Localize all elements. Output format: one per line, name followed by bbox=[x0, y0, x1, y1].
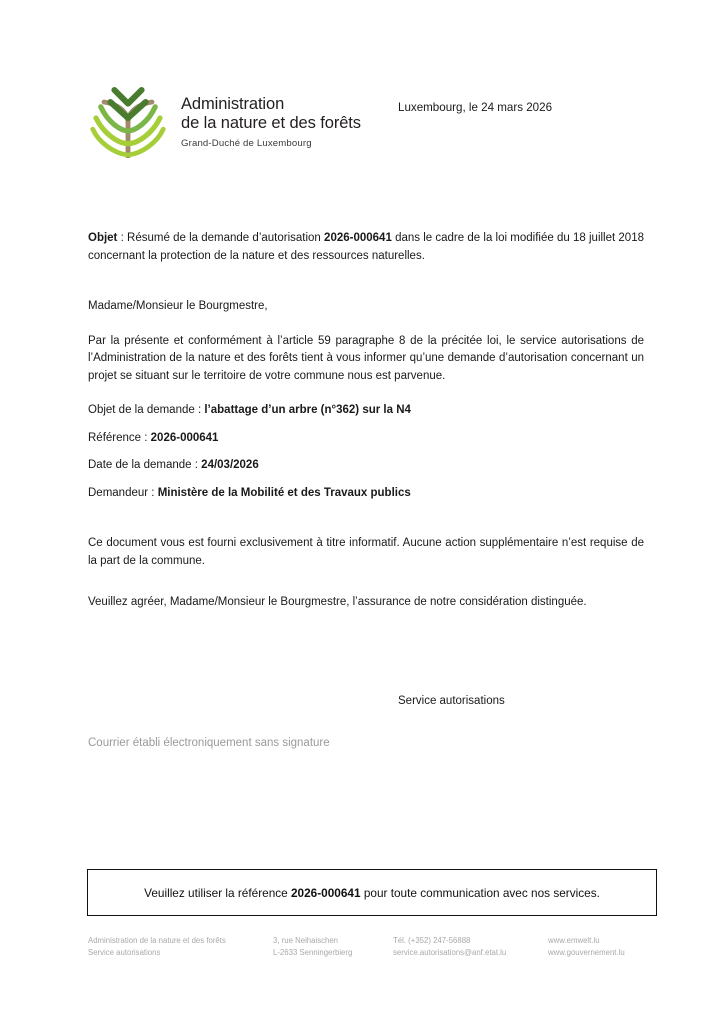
footer-street: 3, rue Neihaischen bbox=[273, 936, 339, 945]
intro-paragraph: Par la présente et conformément à l’article 59 paragraphe 8 de la précitée loi, le service autorisations de l’Administration de la nature et des forêts tient à vous informer qu’une demande d’autorisation concernant un projet se situant sur le territoire de votre commune nous est parvenue. bbox=[88, 334, 644, 382]
closing-paragraph: Veuillez agréer, Madame/Monsieur le Bourgmestre, l’assurance de notre considération distinguée. bbox=[88, 596, 587, 608]
detail-value-objet: l’abattage d’un arbre (n°362) sur la N4 bbox=[204, 404, 411, 416]
detail-value-date: 24/03/2026 bbox=[201, 459, 259, 471]
reference-notice-suffix: pour toute communication avec nos services. bbox=[360, 885, 600, 900]
footer-column-contact bbox=[393, 935, 548, 958]
detail-label-objet: Objet de la demande : bbox=[88, 404, 205, 416]
detail-row-date bbox=[88, 457, 644, 475]
salutation: Madame/Monsieur le Bourgmestre, bbox=[88, 300, 268, 312]
logo-title-line-1: Administration bbox=[181, 95, 285, 113]
subject-paragraph bbox=[88, 230, 644, 265]
footer-website-emwelt[interactable]: www.emwelt.lu bbox=[548, 936, 600, 945]
footer-email[interactable]: service.autorisations@anf.etat.lu bbox=[393, 947, 507, 957]
detail-row-reference bbox=[88, 430, 644, 448]
detail-row-demandeur bbox=[88, 485, 644, 503]
detail-value-reference: 2026-000641 bbox=[150, 431, 219, 444]
footer-phone: Tél. (+352) 247-56888 bbox=[393, 936, 471, 945]
place-and-date: Luxembourg, le 24 mars 2026 bbox=[398, 101, 553, 114]
letter-body bbox=[88, 230, 644, 612]
footer-column-address bbox=[273, 935, 393, 958]
footer-org-service: Service autorisations bbox=[88, 947, 161, 957]
detail-row-objet bbox=[88, 402, 644, 420]
document-header bbox=[88, 86, 658, 172]
reference-notice-text bbox=[144, 886, 600, 900]
logo-subtitle: Grand-Duché de Luxembourg bbox=[181, 138, 312, 149]
logo-wordmark bbox=[181, 86, 361, 150]
document-footer bbox=[88, 935, 658, 958]
detail-label-date: Date de la demande : bbox=[88, 459, 202, 471]
footer-column-organization bbox=[88, 935, 273, 958]
detail-label-reference: Référence : bbox=[88, 431, 151, 444]
electronic-signature-note: Courrier établi électroniquement sans signature bbox=[88, 737, 330, 749]
subject-text-part-2: dans le cadre de la loi modifiée du 18 juillet 2018 concernant la protection de la nature et des ressources naturelles. bbox=[88, 232, 644, 262]
detail-value-demandeur: Ministère de la Mobilité et des Travaux publics bbox=[157, 486, 411, 499]
reference-notice-prefix: Veuillez utiliser la référence bbox=[144, 885, 291, 900]
detail-label-demandeur: Demandeur : bbox=[88, 486, 158, 499]
informative-paragraph: Ce document vous est fourni exclusivement à titre informatif. Aucune action supplémentaire n’est requise de la part de la commune. bbox=[88, 537, 644, 567]
reference-notice-box bbox=[87, 869, 657, 916]
tree-logo-icon bbox=[88, 86, 168, 158]
footer-city: L-2633 Senningerbierg bbox=[273, 947, 353, 957]
logo-title-line-2: de la nature et des forêts bbox=[181, 114, 361, 132]
reference-notice-number: 2026-000641 bbox=[291, 885, 361, 900]
subject-reference-number: 2026-000641 bbox=[324, 232, 392, 244]
footer-website-gouvernement[interactable]: www.gouvernement.lu bbox=[548, 947, 625, 957]
organization-logo bbox=[88, 86, 361, 158]
subject-label: Objet bbox=[88, 232, 118, 244]
footer-org-name: Administration de la nature et des forêts bbox=[88, 936, 226, 945]
footer-column-websites bbox=[548, 935, 658, 958]
signature-block bbox=[88, 695, 644, 707]
subject-text-part-1: : Résumé de la demande d’autorisation bbox=[117, 232, 325, 244]
signature-service-name: Service autorisations bbox=[398, 695, 505, 707]
